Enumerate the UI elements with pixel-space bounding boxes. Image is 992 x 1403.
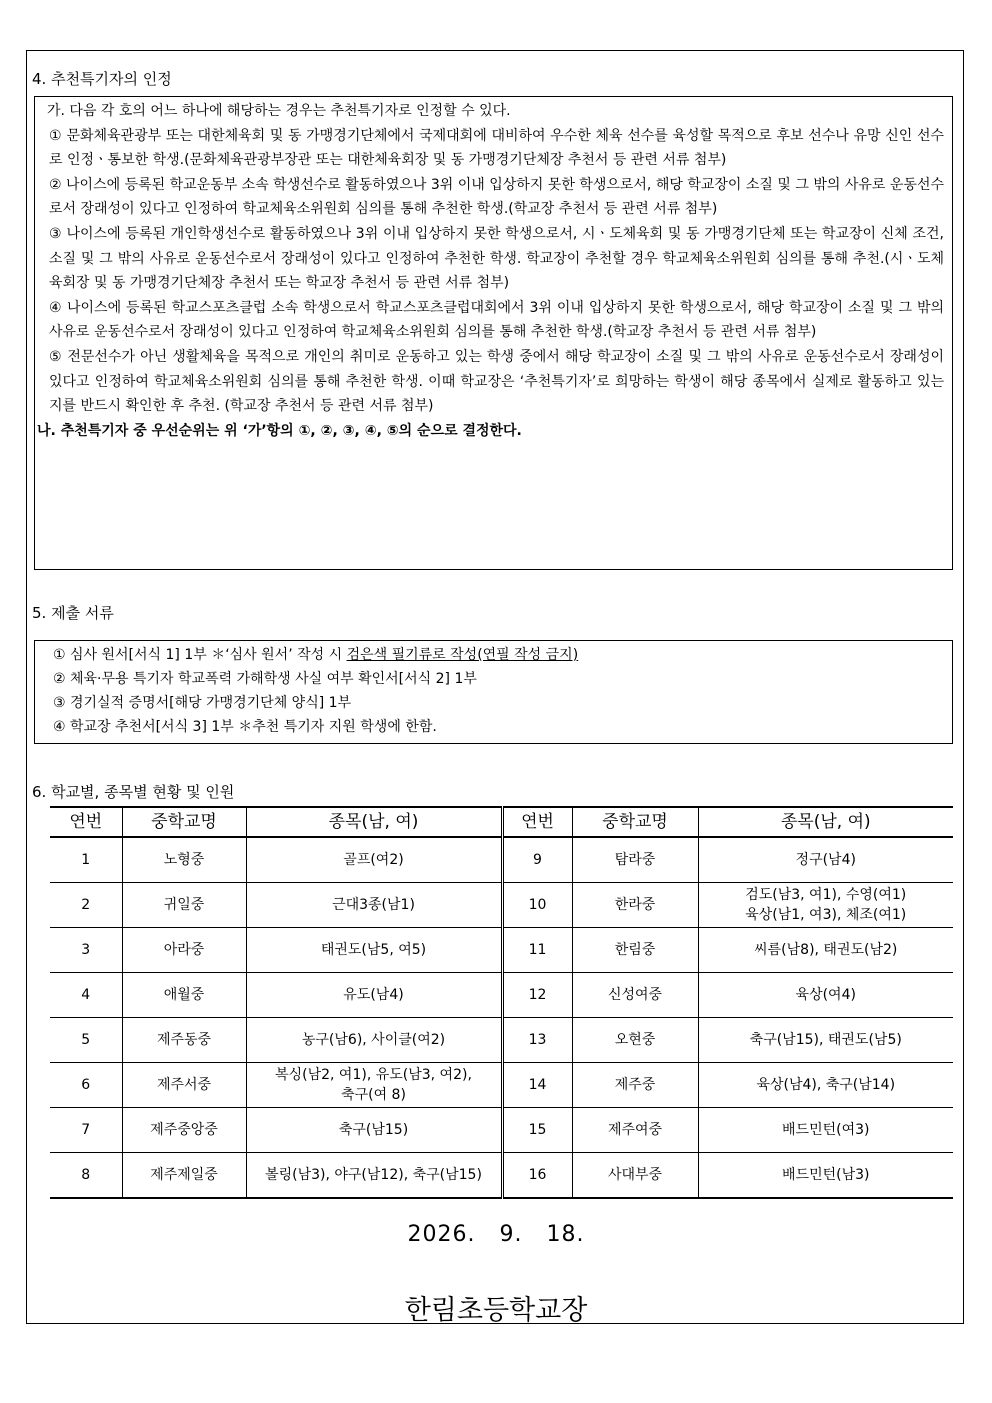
sport-events: 축구(남15), 태권도(남5): [698, 1018, 953, 1063]
sport-events: 배드민턴(여3): [698, 1108, 953, 1153]
school-name: 한라중: [572, 883, 698, 928]
row-number: 3: [50, 928, 122, 973]
table-row: [50, 973, 953, 1018]
document-item-2: ② 체육·무용 특기자 학교폭력 가해학생 사실 여부 확인서[서식 2] 1부: [53, 671, 477, 687]
row-number: 9: [502, 837, 572, 883]
header-school: 중학교명: [572, 807, 698, 837]
section5-title: 5. 제출 서류: [32, 604, 114, 622]
sport-events: 축구(남15): [246, 1108, 502, 1153]
row-number: 14: [502, 1063, 572, 1108]
sport-events: 골프(여2): [246, 837, 502, 883]
sport-events: 정구(남4): [698, 837, 953, 883]
row-number: 2: [50, 883, 122, 928]
section4-title: 4. 추천특기자의 인정: [32, 70, 172, 88]
sport-events: 씨름(남8), 태권도(남2): [698, 928, 953, 973]
school-name: 사대부중: [572, 1153, 698, 1199]
row-number: 16: [502, 1153, 572, 1199]
document-item-3: ③ 경기실적 증명서[해당 가맹경기단체 양식] 1부: [53, 695, 352, 711]
school-name: 제주중: [572, 1063, 698, 1108]
table-row: [50, 1018, 953, 1063]
school-name: 제주중앙중: [122, 1108, 246, 1153]
school-name: 애월중: [122, 973, 246, 1018]
section4-lead: 가. 다음 각 호의 어느 하나에 해당하는 경우는 추천특기자로 인정할 수 있다.: [47, 103, 511, 119]
school-name: 귀일중: [122, 883, 246, 928]
row-number: 15: [502, 1108, 572, 1153]
table-row: [50, 1153, 953, 1199]
document-date: 2026. 9. 18.: [407, 1222, 585, 1247]
sport-events: 볼링(남3), 야구(남12), 축구(남15): [246, 1153, 502, 1199]
school-name: 노형중: [122, 837, 246, 883]
table-row: [50, 1108, 953, 1153]
row-number: 12: [502, 973, 572, 1018]
row-number: 11: [502, 928, 572, 973]
section4-item-1: ① 문화체육관광부 또는 대한체육회 및 동 가맹경기단체에서 국제대회에 대비하여 우수한 체육 선수를 육성할 목적으로 후보 선수나 유망 신인 선수로 인정ㆍ통보한 학생.(문화체육관광부장관 또는 대한체육회장 및 동 가맹경기단체장 추천서 등 관련 서류 첨부): [49, 127, 944, 169]
row-number: 8: [50, 1153, 122, 1199]
row-number: 4: [50, 973, 122, 1018]
header-event: 종목(남, 여): [246, 807, 502, 837]
sport-events: 배드민턴(남3): [698, 1153, 953, 1199]
row-number: 10: [502, 883, 572, 928]
sport-events: 농구(남6), 사이클(여2): [246, 1018, 502, 1063]
section4-box: [34, 96, 953, 570]
document-item-4: ④ 학교장 추천서[서식 3] 1부 ＊추천 특기자 지원 학생에 한함.: [53, 719, 437, 735]
header-school: 중학교명: [122, 807, 246, 837]
section4-item-4: ④ 나이스에 등록된 학교스포츠클럽 소속 학생으로서 학교스포츠클럽대회에서 3위 이내 입상하지 못한 학생으로서, 해당 학교장이 소질 및 그 밖의 사유로 운동선수로서 장래성이 있다고 인정하여 학교체육소위원회 심의를 통해 추천한 학생.(학교장 추천서 등 관련 서류 첨부): [49, 299, 944, 341]
sport-events: 태권도(남5, 여5): [246, 928, 502, 973]
school-name: 제주동중: [122, 1018, 246, 1063]
header-no: 연번: [50, 807, 122, 837]
pen-instruction: 검은색 필기류로 작성(연필 작성 금지): [346, 647, 579, 663]
section4-priority: 나. 추천특기자 중 우선순위는 위 ‘가’항의 ①, ②, ③, ④, ⑤의 순으로 결정한다.: [37, 422, 522, 439]
row-number: 13: [502, 1018, 572, 1063]
school-name: 제주제일중: [122, 1153, 246, 1199]
sport-events: 검도(남3, 여1), 수영(여1) 육상(남1, 여3), 체조(여1): [698, 883, 953, 928]
row-number: 5: [50, 1018, 122, 1063]
document-item-1: ① 심사 원서[서식 1] 1부 ＊‘심사 원서’ 작성 시 검은색 필기류로 작성(연필 작성 금지): [53, 647, 579, 663]
table-header: [50, 807, 953, 837]
table-row: [50, 883, 953, 928]
school-name: 한림중: [572, 928, 698, 973]
section5-box: [34, 640, 953, 744]
row-number: 1: [50, 837, 122, 883]
section4-item-2: ② 나이스에 등록된 학교운동부 소속 학생선수로 활동하였으나 3위 이내 입상하지 못한 학생으로서, 해당 학교장이 소질 및 그 밖의 사유로 운동선수로서 장래성이 있다고 인정하여 학교체육소위원회 심의를 통해 추천한 학생.(학교장 추천서 등 관련 서류 첨부): [49, 176, 944, 218]
header-event: 종목(남, 여): [698, 807, 953, 837]
school-sports-table: [50, 806, 953, 1199]
table-row: [50, 837, 953, 883]
sport-events: 유도(남4): [246, 973, 502, 1018]
school-name: 탐라중: [572, 837, 698, 883]
row-number: 6: [50, 1063, 122, 1108]
section4-item-5: ⑤ 전문선수가 아닌 생활체육을 목적으로 개인의 취미로 운동하고 있는 학생 중에서 해당 학교장이 소질 및 그 밖의 사유로 운동선수로서 장래성이 있다고 인정하여 학교체육소위원회 심의를 통해 추천한 학생. 이때 학교장은 ‘추천특기자’로 희망하는 학생이 해당 종목에서 실제로 활동하고 있는지를 반드시 확인한 후 추천. (학교장 추천서 등 관련 서류 첨부): [49, 348, 944, 415]
school-name: 제주여중: [572, 1108, 698, 1153]
school-name: 오현중: [572, 1018, 698, 1063]
sport-events: 육상(여4): [698, 973, 953, 1018]
signer: 한림초등학교장: [404, 1295, 588, 1326]
row-number: 7: [50, 1108, 122, 1153]
school-name: 아라중: [122, 928, 246, 973]
school-name: 제주서중: [122, 1063, 246, 1108]
sport-events: 육상(남4), 축구(남14): [698, 1063, 953, 1108]
section6-title: 6. 학교별, 종목별 현황 및 인원: [32, 783, 235, 801]
sport-events: 복싱(남2, 여1), 유도(남3, 여2), 축구(여 8): [246, 1063, 502, 1108]
header-no: 연번: [502, 807, 572, 837]
table-row: [50, 1063, 953, 1108]
section4-item-3: ③ 나이스에 등록된 개인학생선수로 활동하였으나 3위 이내 입상하지 못한 학생으로서, 시ㆍ도체육회 및 동 가맹경기단체 또는 학교장이 신체 조건, 소질 및 그 밖의 사유로 운동선수로서 장래성이 있다고 인정하여 추천한 학생. 학교장이 추천할 경우 학교체육소위원회 심의를 통해 추천.(시ㆍ도체육회장 및 동 가맹경기단체장 추천서 또는 학교장 추천서 등 관련 서류 첨부): [49, 225, 944, 292]
sport-events: 근대3종(남1): [246, 883, 502, 928]
school-name: 신성여중: [572, 973, 698, 1018]
table-row: [50, 928, 953, 973]
